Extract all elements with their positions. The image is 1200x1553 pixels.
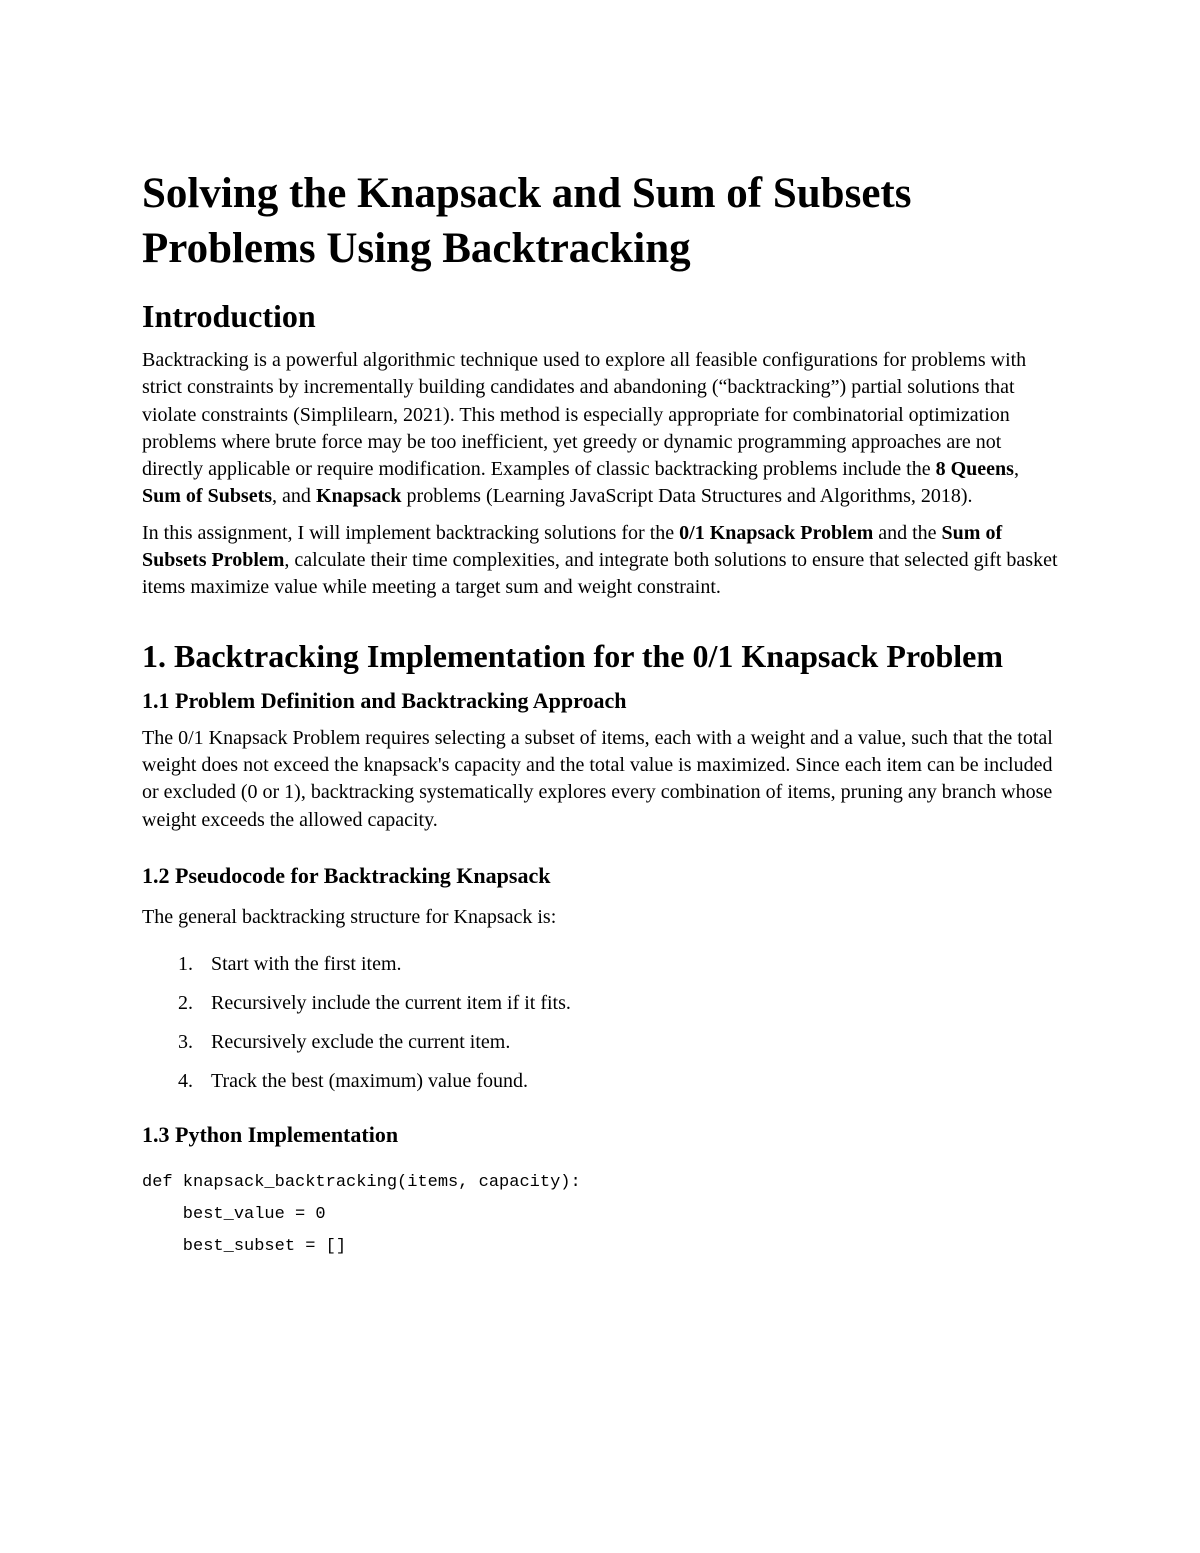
- list-text: Track the best (maximum) value found.: [211, 1070, 528, 1093]
- bold-knapsack: Knapsack: [315, 485, 402, 508]
- list-number: 4.: [178, 1070, 193, 1093]
- list-item: [142, 951, 1062, 978]
- list-text: Start with the first item.: [211, 953, 402, 976]
- list-number: 3.: [178, 1031, 193, 1054]
- heading-section-1: 1. Backtracking Implementation for the 0/1 Knapsack Problem: [142, 637, 1004, 674]
- section-1-2-paragraph: The general backtracking structure for Knapsack is:: [142, 905, 557, 928]
- code-line: def knapsack_backtracking(items, capacity):: [142, 1173, 581, 1193]
- list-number: 1.: [178, 953, 193, 976]
- bold-sum-of-subsets: Sum of Subsets: [142, 485, 273, 508]
- text-span: problems (Learning JavaScript Data Structures and Algorithms, 2018).: [401, 485, 973, 508]
- bold-sum-of-subsets-problem: Sum of Subsets Problem: [142, 521, 1003, 572]
- text-span: , and: [272, 485, 316, 508]
- document-page: [142, 166, 1062, 1263]
- intro-paragraph-2: [142, 520, 1062, 602]
- list-item: [142, 1029, 1062, 1056]
- code-line: best_subset = []: [142, 1237, 347, 1257]
- text-span: In this assignment, I will implement backtracking solutions for the: [142, 521, 680, 544]
- list-item: [142, 1068, 1062, 1095]
- text-span: , calculate their time complexities, and integrate both solutions to ensure that selected gift basket items maximize value while meeting a target sum and weight constraint.: [142, 549, 1058, 599]
- intro-paragraph-1: [142, 347, 1062, 511]
- list-text: Recursively include the current item if it fits.: [211, 992, 571, 1015]
- list-number: 2.: [178, 992, 193, 1015]
- bold-8-queens: 8 Queens: [935, 458, 1014, 481]
- code-block: [142, 1167, 1062, 1263]
- document-title: Solving the Knapsack and Sum of Subsets Problems Using Backtracking: [142, 170, 912, 272]
- pseudocode-steps-list: [142, 951, 1062, 1095]
- heading-section-1-1: 1.1 Problem Definition and Backtracking Approach: [142, 687, 627, 713]
- heading-section-1-3: 1.3 Python Implementation: [142, 1122, 399, 1148]
- text-span: Backtracking is a powerful algorithmic technique used to explore all feasible configurations for problems with strict constraints by incrementally building candidates and abandoning (“backtracking”) partial solutions that violate constraints (Simplilearn, 2021). This method is especially appropriate for combinatorial optimization problems where brute force may be too inefficient, yet greedy or dynamic programming approaches are not directly applicable or require modification. Examples of classic backtracking problems include the: [142, 349, 1027, 481]
- list-item: [142, 990, 1062, 1017]
- bold-01-knapsack: 0/1 Knapsack Problem: [679, 521, 874, 544]
- code-line: best_value = 0: [142, 1205, 326, 1225]
- list-text: Recursively exclude the current item.: [211, 1031, 511, 1054]
- heading-section-1-2: 1.2 Pseudocode for Backtracking Knapsack: [142, 862, 551, 888]
- text-span: ,: [1013, 458, 1019, 481]
- section-1-1-paragraph: The 0/1 Knapsack Problem requires selecting a subset of items, each with a weight and a value, such that the total weight does not exceed the knapsack's capacity and the total value is maximized. Since each item can be included or excluded (0 or 1), backtracking systematically explores every combination of items, pruning any branch whose weight exceeds the allowed capacity.: [142, 726, 1053, 831]
- heading-introduction: Introduction: [142, 298, 316, 334]
- text-span: and the: [873, 521, 942, 544]
